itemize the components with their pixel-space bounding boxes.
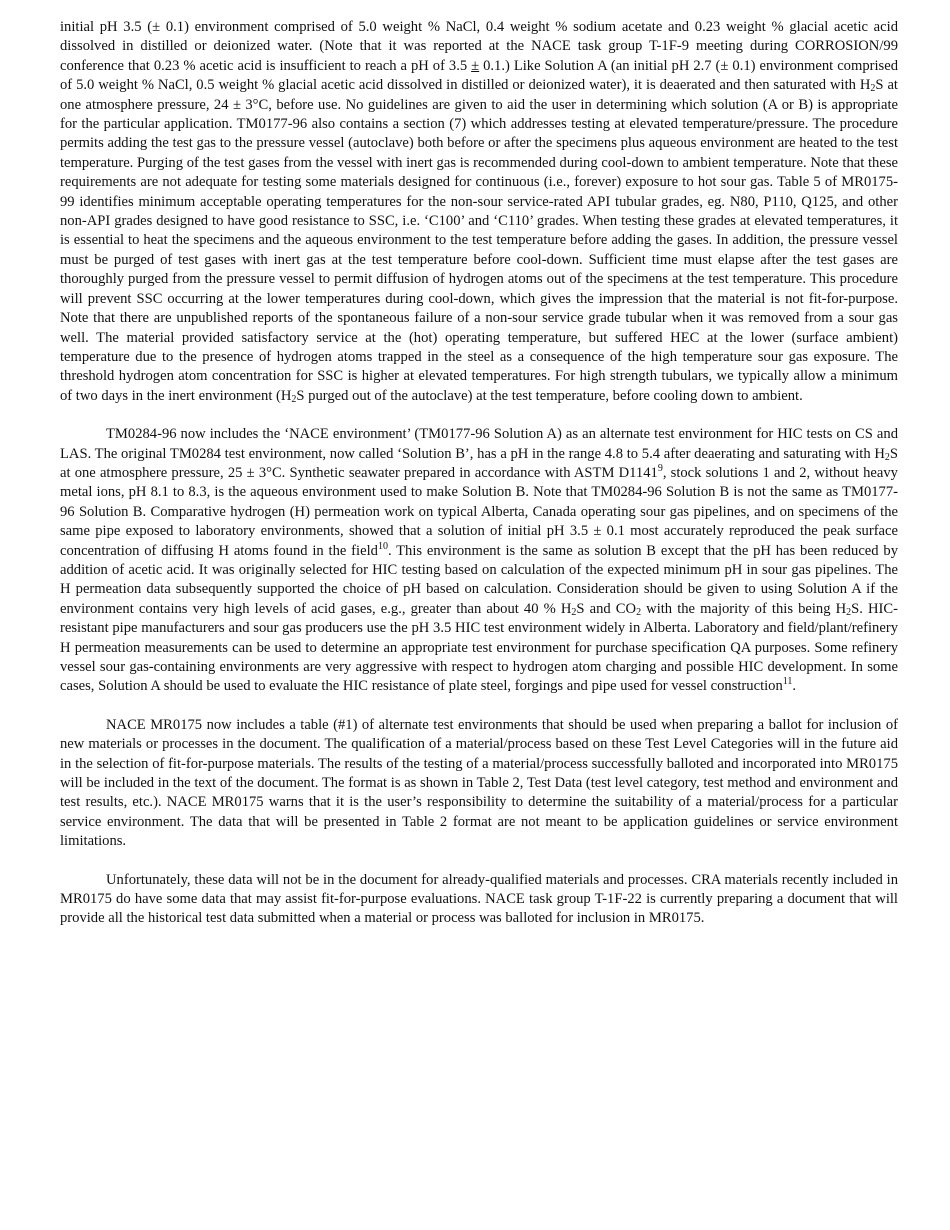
reference-superscript: 9 — [657, 462, 663, 474]
text-run: S at one atmosphere pressure, 25 ± 3°C. Synthetic seawater prepared in accordance with ASTM D1141 — [60, 445, 898, 481]
text-run: S at one atmosphere pressure, 24 ± 3°C, before use. No guidelines are given to aid the user in determining which solution (A or B) is appropriate for the particular application. TM0177-96 also contains a section (7) which addresses testing at elevated temperature/pressure. The procedure permits adding the test gas to the pressure vessel (autoclave) both before or after the specimens plus aqueous environment are heated to the test temperature. Purging of the test gases from the vessel with inert gas is recommended during cool-down to ambient temperature. Note that these requirements are not adequate for testing some materials designed for continuous (i.e., forever) exposure to hot sour gas. Table 5 of MR0175-99 identifies minimum acceptable operating temperatures for the non-sour service-rated API tubular grades, eg. N80, P110, Q125, and other non-API grades designed to have good resistance to SSC, i.e. ‘C100’ and ‘C110’ grades. When testing these grades at elevated temperatures, it is essential to heat the specimens and the aqueous environment to the test temperature before adding the gases. In addition, the pressure vessel must be purged of test gases with inert gas at the test temperature before cool-down. Sufficient time must elapse after the test gases are thoroughly purged from the pressure vessel to permit diffusion of hydrogen atoms out of the specimens at the test temperature. This procedure will prevent SSC occurring at the lower temperatures during cool-down, which gives the impression that the material is not fit-for-purpose. Note that there are unpublished reports of the spontaneous failure of a non-sour service grade tubular when it was removed from a sour gas well. The material provided satisfactory service at the (hot) operating temperature, but suffered HEC at the lower (surface ambient) temperature due to the presence of hydrogen atoms trapped in the steel as a consequence of the high temperature sour gas exposure. The threshold hydrogen atom concentration for SSC is higher at elevated temperatures. For high strength tubulars, we typically allow a minimum of two days in the inert environment (H — [60, 77, 898, 404]
reference-superscript: 10 — [377, 540, 388, 552]
paragraph — [60, 18, 898, 406]
text-run: NACE MR0175 now includes a table (#1) of alternate test environments that should be used when preparing a ballot for inclusion of new materials or processes in the document. The qualification of a material/process based on these Test Level Categories will in the future aid in the selection of fit-for-purpose materials. The results of the testing of a material/process successfully balloted and incorporated into MR0175 will be included in the text of the document. The format is as shown in Table 2, Test Data (test level category, test method and environment and test results, etc.). NACE MR0175 warns that it is the user’s responsibility to determine the suitability of a material/process for a particular service environment. The data that will be presented in Table 2 format are not meant to be application guidelines or service environment limitations. — [60, 716, 898, 850]
text-run: ± — [471, 57, 480, 74]
text-run: S purged out of the autoclave) at the test temperature, before cooling down to ambient. — [296, 387, 803, 404]
text-run: TM0284-96 now includes the ‘NACE environment’ (TM0177-96 Solution A) as an alternate test environment for HIC tests on CS and LAS. The original TM0284 test environment, now called ‘Solution B’, has a pH in the range 4.8 to 5.4 after deaerating and saturating with H — [60, 426, 898, 462]
paragraph — [60, 425, 898, 697]
text-run: 0.1.) Like Solution A (an initial pH 2.7 (± 0.1) environment comprised of 5.0 weight % NaCl, 0.5 weight % glacial acetic acid dissolved in distilled or deionized water), it is deaerated and then saturated with H — [60, 57, 898, 94]
text-run: . This environment is the same as solution B except that the pH has been reduced by addition of acetic acid. It was originally selected for HIC testing based on calculation of the expected minimum pH in sour gas pipelines. The H permeation data subsequently supported the choice of pH based on calculation. Consideration should be given to using Solution A if the environment contains very high levels of acid gases, e.g., greater than about 40 % H — [60, 542, 898, 617]
text-run: . — [792, 678, 797, 695]
subscript: 2 — [884, 451, 890, 463]
subscript: 2 — [870, 83, 876, 95]
paragraph — [60, 871, 898, 929]
subscript: 2 — [291, 393, 297, 405]
paragraph — [60, 716, 898, 852]
text-run: with the majority of this being H — [641, 600, 847, 617]
text-run: S and CO — [576, 600, 637, 617]
reference-superscript: 11 — [782, 676, 793, 688]
text-run: initial pH 3.5 (± 0.1) environment comprised of 5.0 weight % NaCl, 0.4 weight % sodium acetate and 0.23 weight % glacial acetic acid dissolved in distilled or deionized water. (Note that it was reported at the NACE task group T-1F-9 meeting during CORROSION/99 conference that 0.23 % acetic acid is insufficient to reach a pH of 3.5 — [60, 19, 898, 74]
subscript: 2 — [571, 606, 577, 618]
text-run: S. HIC-resistant pipe manufacturers and sour gas producers use the pH 3.5 HIC test environment widely in Alberta. Laboratory and field/plant/refinery H permeation measurements can be used to determine an appropriate test environment for purchase specification QA purposes. Some refinery vessel sour gas-containing environments are very aggressive with respect to hydrogen atom charging and possible HIC development. In some cases, Solution A should be used to evaluate the HIC resistance of plate steel, forgings and pipe used for vessel construction — [60, 600, 899, 695]
text-run: Unfortunately, these data will not be in the document for already-qualified materials and processes. CRA materials recently included in MR0175 do have some data that may assist fit-for-purpose evaluations. NACE task group T-1F-22 is currently preparing a document that will provide all the historical test data submitted when a material or process was balloted for inclusion in MR0175. — [60, 871, 898, 927]
subscript: 2 — [846, 606, 852, 618]
body-text — [60, 18, 898, 929]
subscript: 2 — [636, 606, 642, 618]
text-run: , stock solutions 1 and 2, without heavy metal ions, pH 8.1 to 8.3, is the aqueous environment used to make Solution B. Note that TM0284-96 Solution B is not the same as TM0177-96 Solution B. Comparative hydrogen (H) permeation work on typical Alberta, Canada operating sour gas pipelines, and on specimens of the same pipe exposed to laboratory environments, showed that a solution of initial pH 3.5 ± 0.1 most accurately reproduced the peak surface concentration of diffusing H atoms found in the field — [60, 464, 898, 559]
